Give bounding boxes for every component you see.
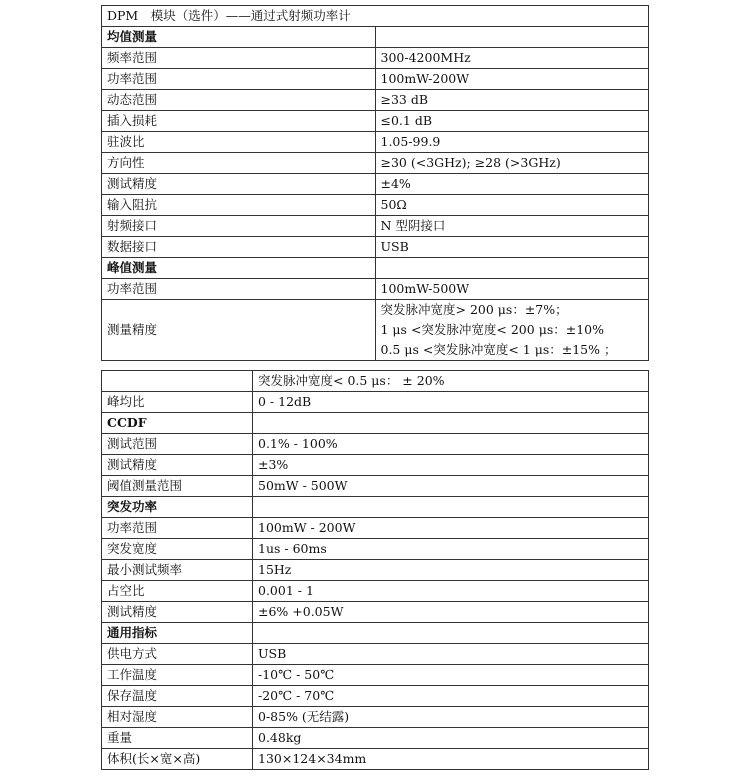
row-label: 测试精度 xyxy=(102,455,253,476)
table-row xyxy=(102,581,649,602)
table-row xyxy=(102,69,649,90)
row-label: 功率范围 xyxy=(102,518,253,539)
table-row xyxy=(102,111,649,132)
table-row xyxy=(102,497,649,518)
table-title-row xyxy=(102,6,649,27)
row-value: 300-4200MHz xyxy=(375,48,649,69)
row-label: 插入损耗 xyxy=(102,111,376,132)
table-row xyxy=(102,434,649,455)
spec-table-lower xyxy=(101,370,649,770)
row-value: -20℃ - 70℃ xyxy=(253,686,649,707)
row-label: 阈值测量范围 xyxy=(102,476,253,497)
row-value: 50mW - 500W xyxy=(253,476,649,497)
table-title: DPM 模块（选件）——通过式射频功率计 xyxy=(102,6,649,27)
table-row xyxy=(102,476,649,497)
table-row xyxy=(102,371,649,392)
table-row xyxy=(102,90,649,111)
table-row xyxy=(102,518,649,539)
row-value: 15Hz xyxy=(253,560,649,581)
table-row xyxy=(102,623,649,644)
row-value-line: 突发脉冲宽度> 200 μs：±7%； xyxy=(380,302,568,317)
row-label: 测试精度 xyxy=(102,602,253,623)
table-row xyxy=(102,602,649,623)
table-row xyxy=(102,539,649,560)
table-row xyxy=(102,132,649,153)
row-label: 体积(长×宽×高) xyxy=(102,749,253,770)
row-value: N 型阴接口 xyxy=(375,216,649,237)
table-row xyxy=(102,237,649,258)
row-value: ≥33 dB xyxy=(375,90,649,111)
row-label: 保存温度 xyxy=(102,686,253,707)
table-row xyxy=(102,195,649,216)
table-row xyxy=(102,560,649,581)
row-label: 射频接口 xyxy=(102,216,376,237)
row-value xyxy=(253,497,649,518)
row-value: ±6% +0.05W xyxy=(253,602,649,623)
row-value: 1.05-99.9 xyxy=(375,132,649,153)
table-row xyxy=(102,300,649,361)
row-value: ≤0.1 dB xyxy=(375,111,649,132)
table-row xyxy=(102,455,649,476)
row-value: 0-85% (无结露) xyxy=(253,707,649,728)
row-value-line: 1 μs <突发脉冲宽度< 200 μs：±10% xyxy=(380,322,604,337)
row-label xyxy=(102,371,253,392)
table-row xyxy=(102,707,649,728)
row-value: 0.001 - 1 xyxy=(253,581,649,602)
row-label: 输入阻抗 xyxy=(102,195,376,216)
row-label: 测试精度 xyxy=(102,174,376,195)
table-row xyxy=(102,279,649,300)
row-value: 0.48kg xyxy=(253,728,649,749)
table-row xyxy=(102,153,649,174)
row-value-multiline xyxy=(375,300,649,361)
section-label: 峰值测量 xyxy=(102,258,376,279)
section-label: CCDF xyxy=(102,413,253,434)
row-label: 功率范围 xyxy=(102,69,376,90)
table-row xyxy=(102,48,649,69)
row-label: 最小测试频率 xyxy=(102,560,253,581)
row-value: 100mW - 200W xyxy=(253,518,649,539)
row-value: ≥30 (<3GHz); ≥28 (>3GHz) xyxy=(375,153,649,174)
row-label: 方向性 xyxy=(102,153,376,174)
row-label: 供电方式 xyxy=(102,644,253,665)
row-value: 1us - 60ms xyxy=(253,539,649,560)
row-value-line: 0.5 μs <突发脉冲宽度< 1 μs：±15% ； xyxy=(380,342,617,357)
row-label: 工作温度 xyxy=(102,665,253,686)
section-label: 通用指标 xyxy=(102,623,253,644)
table-row xyxy=(102,27,649,48)
table-row xyxy=(102,258,649,279)
row-value xyxy=(253,623,649,644)
row-label: 占空比 xyxy=(102,581,253,602)
table-row xyxy=(102,216,649,237)
table-row xyxy=(102,174,649,195)
row-label: 动态范围 xyxy=(102,90,376,111)
row-value: USB xyxy=(253,644,649,665)
row-value: 130×124×34mm xyxy=(253,749,649,770)
row-value: 100mW-200W xyxy=(375,69,649,90)
row-label: 频率范围 xyxy=(102,48,376,69)
table-row xyxy=(102,728,649,749)
row-value xyxy=(375,258,649,279)
section-label: 均值测量 xyxy=(102,27,376,48)
row-value xyxy=(375,27,649,48)
row-label: 测试范围 xyxy=(102,434,253,455)
row-label: 突发宽度 xyxy=(102,539,253,560)
row-value: ±4% xyxy=(375,174,649,195)
table-row xyxy=(102,686,649,707)
row-label: 数据接口 xyxy=(102,237,376,258)
row-label: 功率范围 xyxy=(102,279,376,300)
table-row xyxy=(102,644,649,665)
row-label: 峰均比 xyxy=(102,392,253,413)
table-row xyxy=(102,413,649,434)
row-value: 0 - 12dB xyxy=(253,392,649,413)
section-label: 突发功率 xyxy=(102,497,253,518)
row-label: 测量精度 xyxy=(102,300,376,361)
row-value: ±3% xyxy=(253,455,649,476)
row-value: 50Ω xyxy=(375,195,649,216)
row-label: 驻波比 xyxy=(102,132,376,153)
table-row xyxy=(102,749,649,770)
row-value: 100mW-500W xyxy=(375,279,649,300)
table-row xyxy=(102,392,649,413)
row-value xyxy=(253,413,649,434)
row-value: -10℃ - 50℃ xyxy=(253,665,649,686)
spec-table-upper xyxy=(101,5,649,361)
row-value: 0.1% - 100% xyxy=(253,434,649,455)
row-value: USB xyxy=(375,237,649,258)
row-value: 突发脉冲宽度< 0.5 μs： ± 20% xyxy=(253,371,649,392)
row-label: 相对湿度 xyxy=(102,707,253,728)
table-row xyxy=(102,665,649,686)
row-label: 重量 xyxy=(102,728,253,749)
